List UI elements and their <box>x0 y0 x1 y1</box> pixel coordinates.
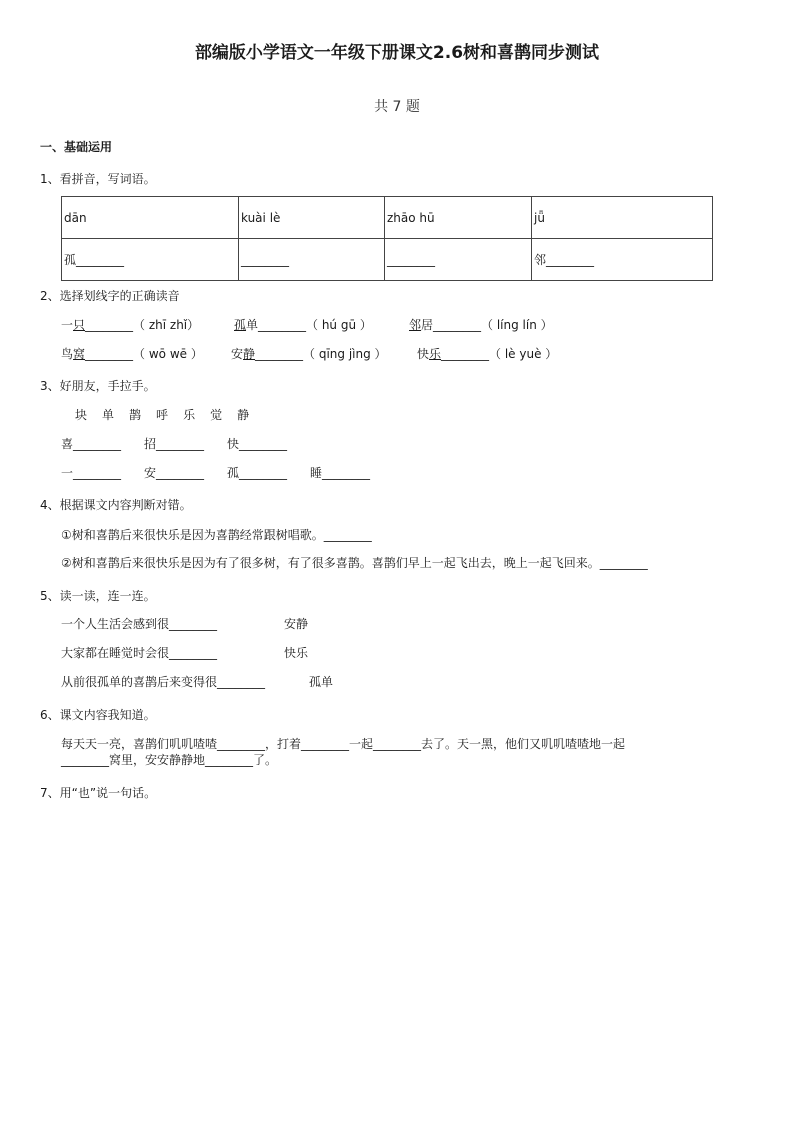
question-4-prompt: 4、根据课文内容判断对错。 <box>40 498 192 512</box>
underlined-char: 只 <box>73 318 86 332</box>
pinyin-cell: kuài lè <box>239 197 385 239</box>
bank-char: 静 <box>237 408 250 422</box>
pinyin-cell: jǖ <box>532 197 713 239</box>
word-blank[interactable]: 孤________ <box>227 466 288 480</box>
item-rest: ________（ lè yuè ） <box>441 347 558 361</box>
word-blank[interactable]: 喜________ <box>61 437 122 451</box>
bank-char: 鹊 <box>129 408 142 422</box>
item-rest: 居________（ líng lín ） <box>421 318 553 332</box>
item-rest: ________（ zhī zhǐ） <box>85 318 200 332</box>
character-bank <box>75 406 264 423</box>
question-6-prompt: 6、课文内容我知道。 <box>40 708 156 722</box>
pinyin-cell: zhāo hū <box>385 197 532 239</box>
word-blank[interactable]: 睡________ <box>310 466 371 480</box>
bank-char: 单 <box>102 408 115 422</box>
reading-item[interactable] <box>61 316 199 333</box>
pinyin-table <box>61 196 713 281</box>
reading-item[interactable] <box>409 316 553 333</box>
question-1-prompt: 1、看拼音，写词语。 <box>40 172 156 186</box>
fill-text-line[interactable]: 每天天一亮，喜鹊们叽叽喳喳________，打着________一起________去了。天一黑，他们又叽叽喳喳地一起 <box>61 737 626 751</box>
pinyin-cell: dān <box>62 197 239 239</box>
question-count: 共 7 题 <box>374 99 420 115</box>
word-blank[interactable]: 快________ <box>227 437 288 451</box>
underlined-char: 乐 <box>429 347 442 361</box>
reading-item[interactable] <box>61 345 203 362</box>
question-3-prompt: 3、好朋友，手拉手。 <box>40 379 156 393</box>
match-left-item[interactable]: 一个人生活会感到很________ <box>61 617 218 631</box>
bank-char: 觉 <box>210 408 223 422</box>
match-left-item[interactable]: 大家都在睡觉时会很________ <box>61 646 218 660</box>
question-7-prompt: 7、用“也”说一句话。 <box>40 786 157 800</box>
item-rest: ________（ qīng jìng ） <box>255 347 387 361</box>
answer-cell[interactable]: 孤________ <box>62 239 239 281</box>
item-rest: ________（ wō wē ） <box>85 347 203 361</box>
item-prefix: 快 <box>417 347 430 361</box>
underlined-char: 窝 <box>73 347 86 361</box>
match-right-item[interactable]: 安静 <box>284 617 309 631</box>
answer-row <box>62 239 713 281</box>
match-right-item[interactable]: 孤单 <box>309 675 334 689</box>
reading-item[interactable] <box>231 345 387 362</box>
item-prefix: 安 <box>231 347 244 361</box>
word-blank[interactable]: 招________ <box>144 437 205 451</box>
answer-cell[interactable]: 邻________ <box>532 239 713 281</box>
page-title: 部编版小学语文一年级下册课文2.6树和喜鹊同步测试 <box>194 43 600 63</box>
question-5-prompt: 5、读一读，连一连。 <box>40 589 156 603</box>
pinyin-row <box>62 197 713 239</box>
answer-cell[interactable]: ________ <box>239 239 385 281</box>
word-blank[interactable]: 一________ <box>61 466 122 480</box>
item-prefix: 鸟 <box>61 347 74 361</box>
underlined-char: 静 <box>243 347 256 361</box>
reading-item[interactable] <box>417 345 557 362</box>
match-left-item[interactable]: 从前很孤单的喜鹊后来变得很________ <box>61 675 266 689</box>
word-blank[interactable]: 安________ <box>144 466 205 480</box>
item-rest: 单________（ hú gū ） <box>246 318 372 332</box>
match-right-item[interactable]: 快乐 <box>284 646 309 660</box>
reading-item[interactable] <box>234 316 372 333</box>
underlined-char: 邻 <box>409 318 422 332</box>
underlined-char: 孤 <box>234 318 247 332</box>
judgement-item[interactable]: ①树和喜鹊后来很快乐是因为喜鹊经常跟树唱歌。________ <box>61 528 372 542</box>
item-prefix: 一 <box>61 318 74 332</box>
bank-char: 块 <box>75 408 88 422</box>
bank-char: 呼 <box>156 408 169 422</box>
fill-text-line[interactable]: ________窝里，安安静静地________了。 <box>61 753 278 767</box>
answer-cell[interactable]: ________ <box>385 239 532 281</box>
bank-char: 乐 <box>183 408 196 422</box>
judgement-item[interactable]: ②树和喜鹊后来很快乐是因为有了很多树，有了很多喜鹊。喜鹊们早上一起飞出去，晚上一起飞回来。________ <box>61 556 648 570</box>
section-heading: 一、基础运用 <box>40 140 113 154</box>
question-2-prompt: 2、选择划线字的正确读音 <box>40 289 180 303</box>
